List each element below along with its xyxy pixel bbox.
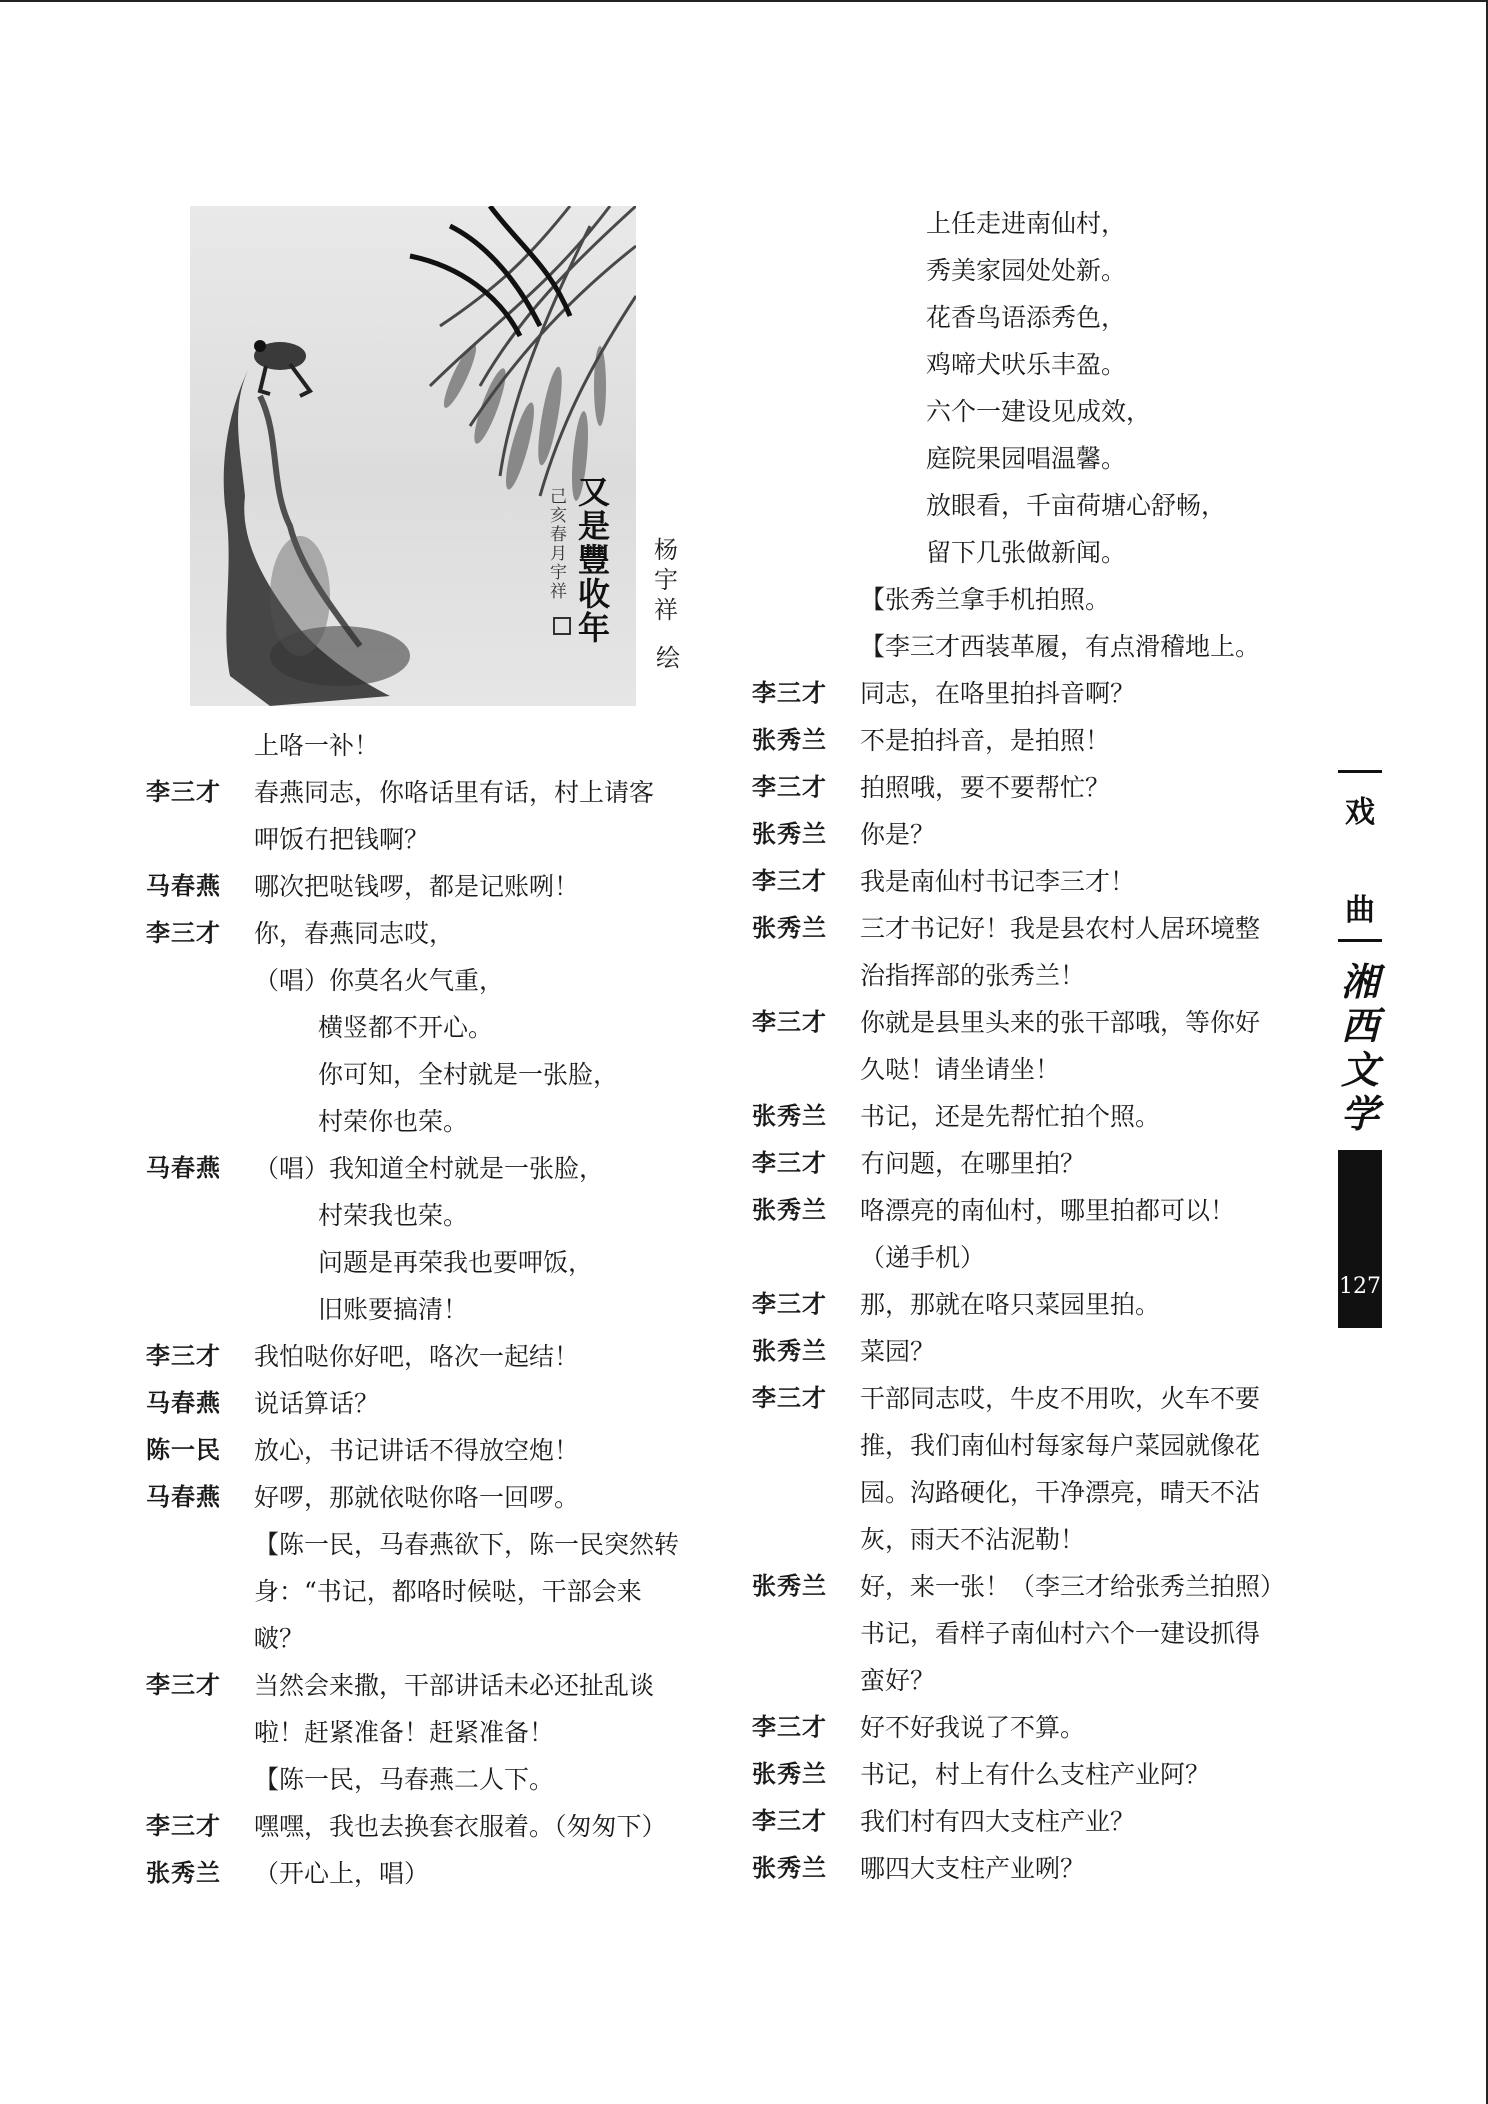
dialogue-text: 啵？ [254, 1624, 305, 1653]
seal-stamp [553, 617, 571, 635]
speaker-name: 张秀兰 [752, 726, 827, 754]
divider [1338, 939, 1382, 942]
speaker-name: 李三才 [146, 1671, 221, 1699]
dialogue-text: 好啰，那就依哒你咯一回啰。 [254, 1483, 580, 1512]
sung-label: （唱） [254, 1154, 330, 1183]
dialogue-text: 【张秀兰拿手机拍照。 [860, 585, 1111, 614]
speaker-name: 李三才 [752, 679, 827, 707]
dialogue-text: 我知道全村就是一张脸， [329, 1154, 605, 1183]
dialogue-text: 我是南仙村书记李三才！ [860, 867, 1136, 896]
script-line [146, 769, 706, 863]
dialogue-text: 旧账要搞清！ [318, 1295, 469, 1324]
dialogue-text: 横竖都不开心。 [318, 1013, 494, 1042]
stage-direction [146, 1521, 706, 1662]
dialogue-text: 当然会来撒，干部讲话未必还扯乱谈 [254, 1671, 655, 1700]
section-label-1: 戏 [1345, 795, 1375, 830]
dialogue-text: 嘿嘿，我也去换套衣服着。（匆匆下） [254, 1812, 667, 1841]
section-tab [1338, 770, 1382, 942]
script-line [752, 670, 1302, 717]
dialogue-text: 啦！赶紧准备！赶紧准备！ [254, 1718, 555, 1747]
painting-credit-suffix: 绘 [656, 644, 680, 672]
script-line [752, 1093, 1302, 1140]
dialogue-text: 拍照哦，要不要帮忙？ [860, 773, 1111, 802]
speaker-name: 李三才 [146, 1812, 221, 1840]
script-line [752, 1704, 1302, 1751]
speaker-name: 李三才 [752, 1290, 827, 1318]
script-line [752, 1845, 1302, 1892]
speaker-name: 张秀兰 [752, 1102, 827, 1130]
speaker-name: 李三才 [752, 1149, 827, 1177]
script-line [752, 1187, 1302, 1281]
dialogue-text: 干部同志哎，牛皮不用吹，火车不要 [860, 1384, 1261, 1413]
divider [1338, 770, 1382, 773]
speaker-name: 马春燕 [146, 1154, 221, 1182]
dialogue-text: 同志，在咯里拍抖音啊？ [860, 679, 1136, 708]
verse-line: 庭院果园唱温馨。 [926, 444, 1127, 473]
speaker-name: 李三才 [752, 773, 827, 801]
dialogue-text: 【李三才西装革履，有点滑稽地上。 [860, 632, 1261, 661]
script-line [146, 1803, 706, 1850]
script-line [752, 1328, 1302, 1375]
dialogue-text: 好，来一张！（李三才给张秀兰拍照） [860, 1572, 1286, 1601]
dialogue-text: 春燕同志，你咯话里有话，村上请客 [254, 778, 655, 807]
dialogue-text: 呷饭冇把钱啊？ [254, 825, 430, 854]
speaker-name: 李三才 [146, 1342, 221, 1370]
page-number: 127 [1339, 1274, 1381, 1299]
dialogue-text: 三才书记好！我是县农村人居环境整 [860, 914, 1261, 943]
dialogue-text: 书记，村上有什么支柱产业阿？ [860, 1760, 1211, 1789]
dialogue-text: 园。沟路硬化，干净漂亮，晴天不沾 [860, 1478, 1261, 1507]
dialogue-text: 村荣我也荣。 [318, 1201, 469, 1230]
script-line [752, 999, 1302, 1093]
speaker-name: 李三才 [752, 1384, 827, 1412]
page-number-block [1338, 1150, 1382, 1328]
speaker-name: 马春燕 [146, 1389, 221, 1417]
dialogue-text: 哪四大支柱产业咧？ [860, 1854, 1086, 1883]
dialogue-text: 你可知，全村就是一张脸， [318, 1060, 619, 1089]
dialogue-text: 你就是县里头来的张干部哦，等你好 [860, 1008, 1261, 1037]
script-line [752, 811, 1302, 858]
script-line [752, 1375, 1302, 1563]
verse-line: 留下几张做新闻。 [926, 538, 1127, 567]
dialogue-text: 【陈一民，马春燕欲下，陈一民突然转 [254, 1530, 680, 1559]
dialogue-text: 【陈一民，马春燕二人下。 [254, 1765, 555, 1794]
script-line [146, 1145, 706, 1333]
left-column [146, 722, 706, 1897]
verse-line: 鸡啼犬吠乐丰盈。 [926, 350, 1127, 379]
speaker-name: 张秀兰 [752, 1196, 827, 1224]
speaker-name: 李三才 [146, 919, 221, 947]
script-line [146, 1427, 706, 1474]
stage-direction [752, 576, 1302, 623]
script-line [146, 1333, 706, 1380]
painting-signature: 己 亥 春 月 宇 祥 [550, 487, 567, 602]
dialogue-text: 我怕哒你好吧，咯次一起结！ [254, 1342, 580, 1371]
verse-line: 秀美家园处处新。 [926, 256, 1127, 285]
script-line [752, 858, 1302, 905]
dialogue-text: 冇问题，在哪里拍？ [860, 1149, 1086, 1178]
speaker-name: 张秀兰 [752, 1572, 827, 1600]
script-line [752, 717, 1302, 764]
speaker-name: 张秀兰 [752, 914, 827, 942]
dialogue-text: 不是拍抖音，是拍照！ [860, 726, 1111, 755]
dialogue-text: 你莫名火气重， [329, 966, 505, 995]
speaker-name: 张秀兰 [752, 1337, 827, 1365]
dialogue-text: 治指挥部的张秀兰！ [860, 961, 1086, 990]
sung-line [254, 957, 706, 1004]
script-line [752, 1281, 1302, 1328]
speaker-name: 李三才 [146, 778, 221, 806]
speaker-name: 李三才 [752, 1807, 827, 1835]
sung-verse [752, 200, 1302, 576]
dialogue-text: 推，我们南仙村每家每户菜园就像花 [860, 1431, 1261, 1460]
dialogue-text: 久哒！请坐请坐！ [860, 1055, 1061, 1084]
verse-line: 花香鸟语添秀色， [926, 303, 1127, 332]
script-line [146, 1474, 706, 1521]
script-line [146, 1380, 706, 1427]
painting-credit-name: 杨宇祥 [654, 536, 678, 624]
dialogue-text: 咯漂亮的南仙村，哪里拍都可以！ [860, 1196, 1236, 1225]
dialogue-text: 书记，看样子南仙村六个一建设抓得 [860, 1619, 1261, 1648]
speaker-name: 马春燕 [146, 872, 221, 900]
sung-line [254, 1145, 706, 1192]
section-label-2: 曲 [1345, 893, 1375, 928]
dialogue-text: 我们村有四大支柱产业？ [860, 1807, 1136, 1836]
verse-line: 上任走进南仙村， [926, 209, 1127, 238]
dialogue-text: 好不好我说了不算。 [860, 1713, 1086, 1742]
dialogue-text: 村荣你也荣。 [318, 1107, 469, 1136]
dialogue-text: 你是？ [860, 820, 936, 849]
stage-direction [146, 1756, 706, 1803]
speaker-name: 李三才 [752, 1713, 827, 1741]
speaker-name: 李三才 [752, 1008, 827, 1036]
dialogue-text: 蛮好？ [860, 1666, 936, 1695]
verse-line: 六个一建设见成效， [926, 397, 1152, 426]
dialogue-text: 你，春燕同志哎， [254, 919, 455, 948]
dialogue-text: 身：“书记，都咯时候哒，干部会来 [254, 1577, 642, 1606]
right-column [752, 200, 1302, 1892]
dialogue-text: 上咯一补！ [254, 731, 380, 760]
dialogue-text: （递手机） [860, 1243, 986, 1272]
dialogue-text: 菜园？ [860, 1337, 936, 1366]
speaker-name: 张秀兰 [752, 1854, 827, 1882]
speaker-name: 李三才 [752, 867, 827, 895]
speaker-name: 张秀兰 [146, 1859, 221, 1887]
script-line [752, 764, 1302, 811]
script-line [752, 1751, 1302, 1798]
magazine-brand-logo: 湘 西 文 学 [1340, 959, 1379, 1136]
script-line [752, 1563, 1302, 1704]
dialogue-text: 问题是再荣我也要呷饭， [318, 1248, 594, 1277]
dialogue-text: 那，那就在咯只菜园里拍。 [860, 1290, 1161, 1319]
speaker-name: 张秀兰 [752, 1760, 827, 1788]
script-line [146, 722, 706, 769]
script-line [752, 1798, 1302, 1845]
stage-direction [752, 623, 1302, 670]
verse-line: 放眼看，千亩荷塘心舒畅， [926, 491, 1227, 520]
dialogue-text: （开心上，唱） [254, 1859, 430, 1888]
script-line [146, 910, 706, 957]
dialogue-text: 灰，雨天不沾泥勒！ [860, 1525, 1086, 1554]
speaker-name: 陈一民 [146, 1436, 221, 1464]
script-line [752, 1140, 1302, 1187]
script-line [146, 957, 706, 1145]
dialogue-text: 书记，还是先帮忙拍个照。 [860, 1102, 1161, 1131]
script-line [752, 905, 1302, 999]
dialogue-text: 哪次把哒钱啰，都是记账咧！ [254, 872, 580, 901]
sung-label: （唱） [254, 966, 330, 995]
script-line [146, 1850, 706, 1897]
speaker-name: 张秀兰 [752, 820, 827, 848]
script-line [146, 1662, 706, 1756]
speaker-name: 马春燕 [146, 1483, 221, 1511]
dialogue-text: 放心，书记讲话不得放空炮！ [254, 1436, 580, 1465]
calligraphy-inscription: 又 是 豐 收 年 [578, 473, 611, 647]
script-line [146, 863, 706, 910]
dialogue-text: 说话算话？ [254, 1389, 380, 1418]
